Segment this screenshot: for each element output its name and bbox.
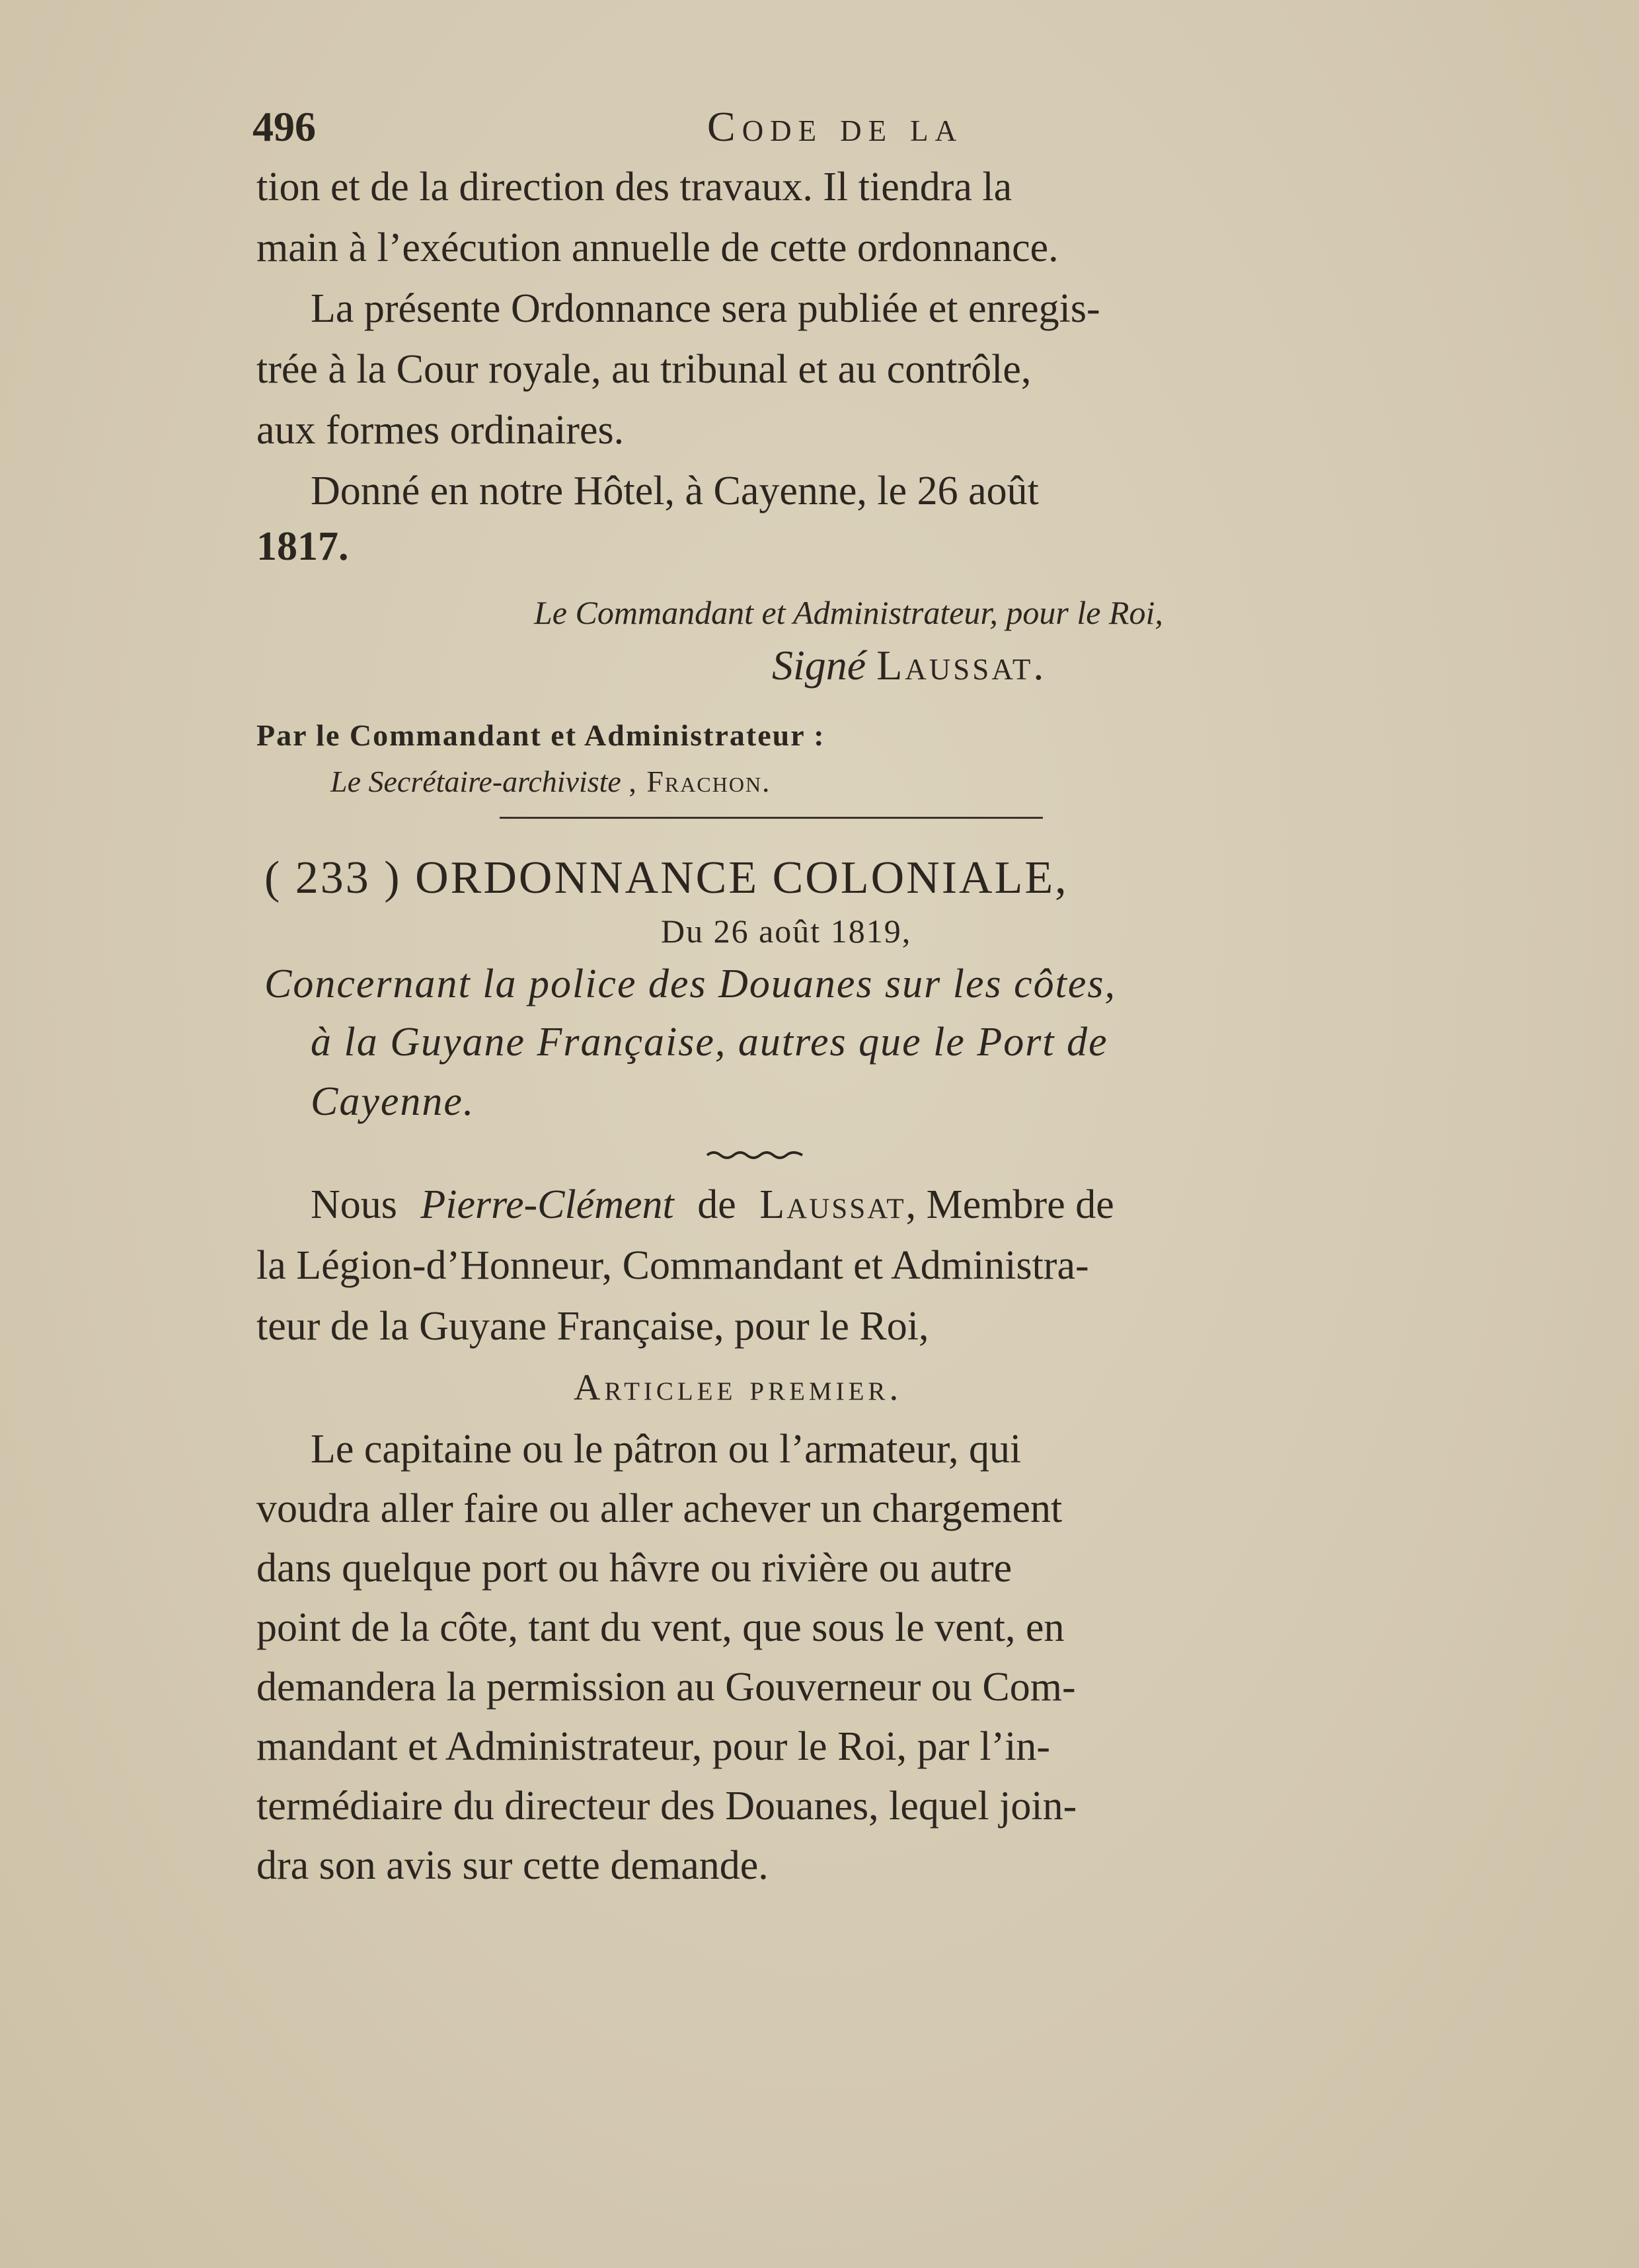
text-line-year: 1817. xyxy=(256,524,349,569)
signature-signed xyxy=(772,644,1046,687)
text-line-content: tion et de la direction des travaux. Il tiendra la xyxy=(256,165,1012,209)
article-line: voudra aller faire ou aller achever un chargement xyxy=(256,1486,1063,1531)
text-line: aux formes ordinaires. xyxy=(256,408,625,453)
text-line: Donné en notre Hôtel, à Cayenne, le 26 août xyxy=(311,469,1039,513)
countersign-line: Par le Commandant et Administrateur : xyxy=(256,718,825,752)
signature-line: Le Commandant et Administrateur, pour le Roi, xyxy=(534,594,1163,631)
signed-word: Signé xyxy=(772,642,866,689)
article-heading: Articlee premier. xyxy=(574,1367,903,1408)
preamble-particle: de xyxy=(697,1182,736,1227)
ornament-divider xyxy=(706,1149,805,1162)
countersign-secretary xyxy=(330,767,771,797)
article-line: dra son avis sur cette demande. xyxy=(256,1843,769,1888)
ordinance-subject: Concernant la police des Douanes sur les côtes, xyxy=(264,962,1117,1006)
article-line: Le capitaine ou le pâtron ou l’armateur, qui xyxy=(311,1427,1022,1472)
article-line: demandera la permission au Gouverneur ou Com- xyxy=(256,1665,1076,1710)
preamble-given-name: Pierre-Clément xyxy=(420,1182,674,1227)
ordinance-subject: à la Guyane Française, autres que le Port de xyxy=(311,1020,1108,1065)
preamble-rest: , Membre de xyxy=(905,1182,1114,1227)
article-line: point de la côte, tant du vent, que sous le vent, en xyxy=(256,1605,1065,1650)
signed-name: Laussat. xyxy=(876,642,1047,689)
ordinance-title: ( 233 ) ORDONNANCE COLONIALE, xyxy=(264,852,1069,903)
ordinance-subject: Cayenne. xyxy=(311,1079,475,1124)
preamble-line xyxy=(311,1184,1114,1225)
article-line: mandant et Administrateur, pour le Roi, par l’in- xyxy=(256,1724,1051,1769)
text-line: trée à la Cour royale, au tribunal et au contrôle, xyxy=(256,347,1032,392)
preamble-line: teur de la Guyane Française, pour le Roi, xyxy=(256,1304,929,1349)
preamble-line: la Légion-d’Honneur, Commandant et Administra- xyxy=(256,1243,1089,1288)
text-line: La présente Ordonnance sera publiée et enregis- xyxy=(311,286,1100,331)
running-title: Code de la xyxy=(707,103,964,150)
article-line: dans quelque port ou hâvre ou rivière ou autre xyxy=(256,1546,1012,1591)
page-number: 496 xyxy=(252,103,316,150)
text-line xyxy=(256,167,1334,208)
article-line: termédiaire du directeur des Douanes, lequel join- xyxy=(256,1784,1077,1829)
secretary-name: , Frachon. xyxy=(629,765,771,798)
preamble-surname: Laussat xyxy=(759,1182,906,1227)
ordinance-date: Du 26 août 1819, xyxy=(661,913,912,950)
separator-rule xyxy=(500,817,1043,819)
preamble-nous: Nous xyxy=(311,1182,397,1227)
secretary-title: Le Secrétaire-archiviste xyxy=(330,765,621,798)
text-line: main à l’exécution annuelle de cette ordonnance. xyxy=(256,225,1059,270)
